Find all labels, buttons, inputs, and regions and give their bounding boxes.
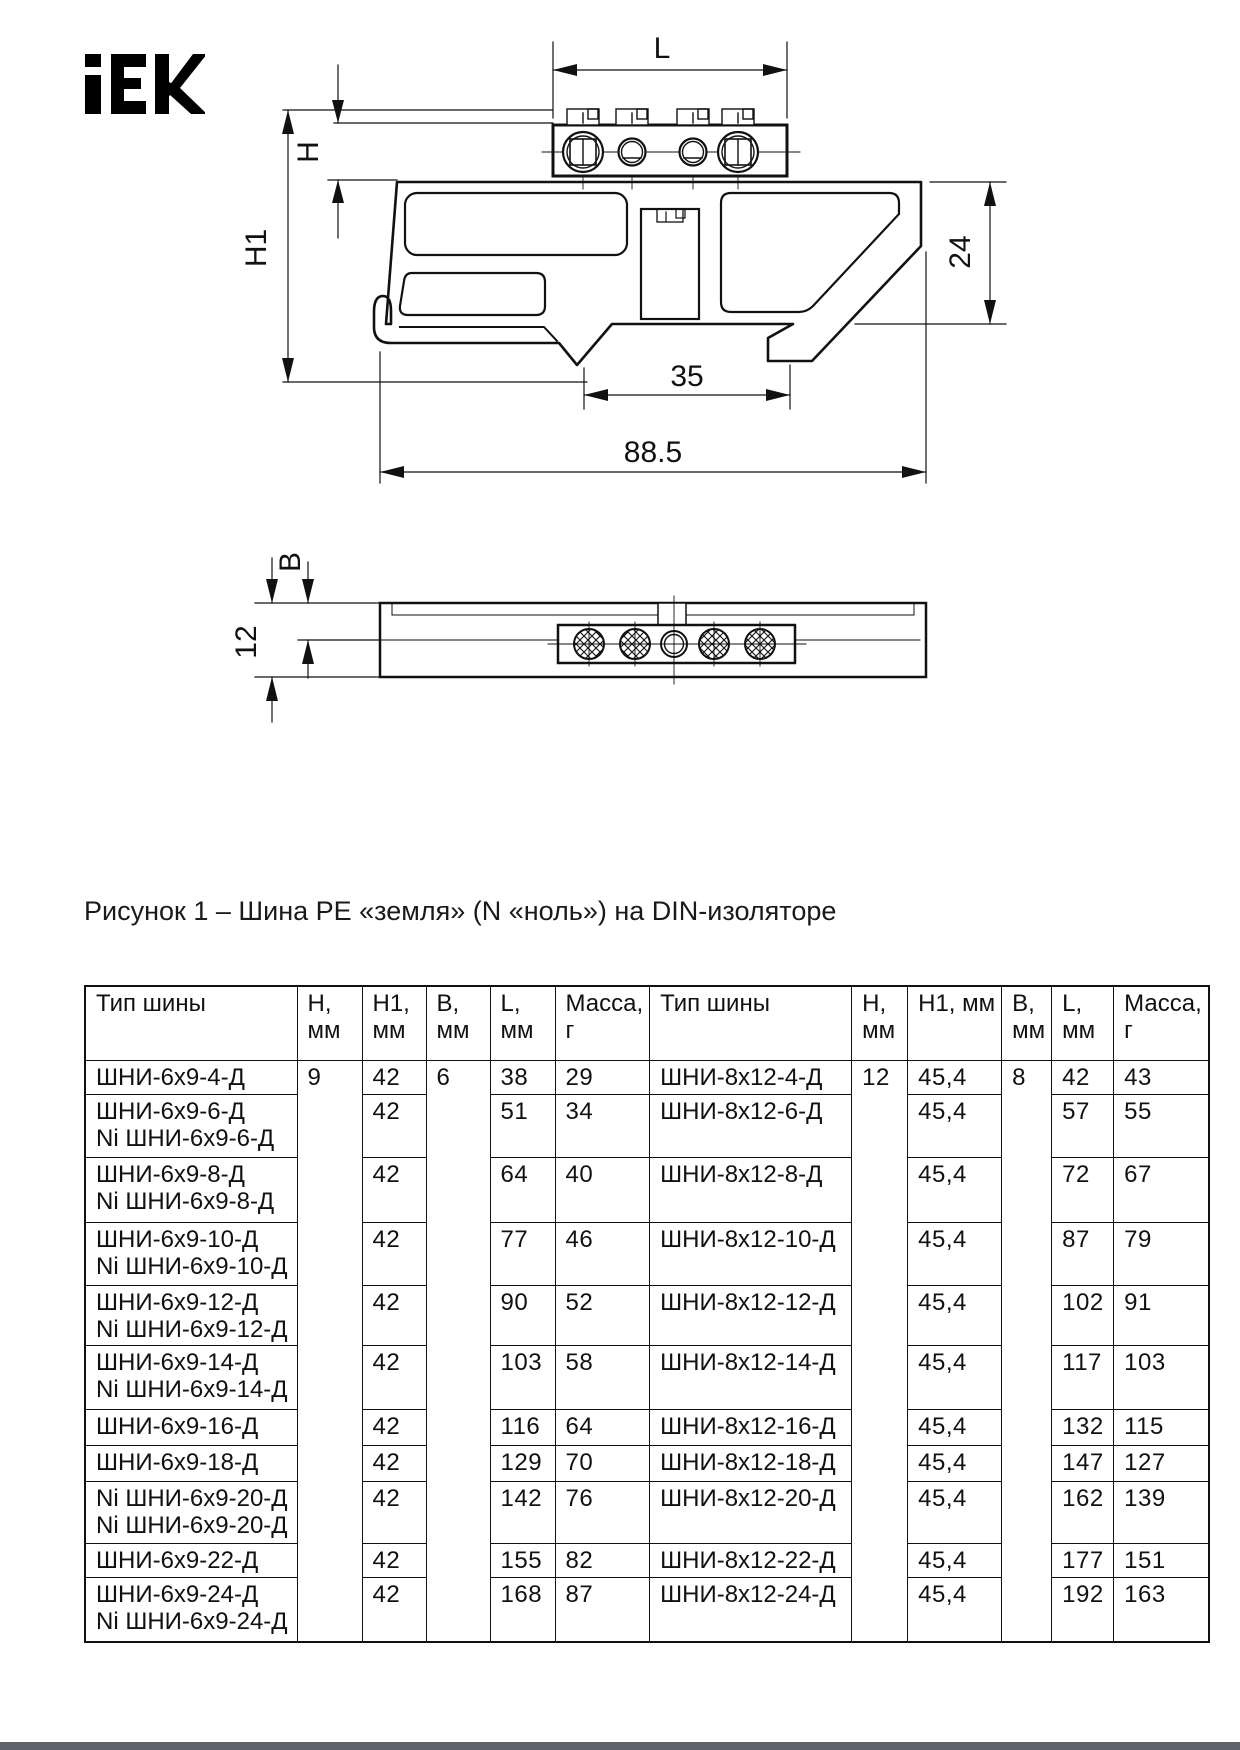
dim-label-B: B <box>274 551 307 573</box>
cell-mass: 64 <box>555 1410 650 1446</box>
screw-large-2 <box>718 132 758 172</box>
cell-l: 57 <box>1052 1095 1114 1158</box>
cell-mass: 29 <box>555 1061 650 1095</box>
dim-label-H: H <box>292 141 325 163</box>
cell-l: 147 <box>1052 1446 1114 1482</box>
cell-h1: 45,4 <box>908 1061 1002 1095</box>
cell-type: ШНИ-6х9-6-Д Ni ШНИ-6х9-6-Д <box>85 1095 297 1158</box>
cell-h1: 45,4 <box>908 1223 1002 1286</box>
cell-mass: 91 <box>1114 1286 1209 1346</box>
cell-b: 8 <box>1002 1061 1052 1642</box>
cell-h1: 45,4 <box>908 1578 1002 1642</box>
screw-small-1 <box>619 139 646 166</box>
cell-type: ШНИ-8х12-10-Д <box>650 1223 852 1286</box>
cell-l: 102 <box>1052 1286 1114 1346</box>
cell-mass: 163 <box>1114 1578 1209 1642</box>
screw-small-2 <box>680 139 707 166</box>
center-channel <box>641 209 699 319</box>
cell-l: 132 <box>1052 1410 1114 1446</box>
cell-l: 72 <box>1052 1158 1114 1223</box>
cell-h1: 45,4 <box>908 1286 1002 1346</box>
cell-l: 42 <box>1052 1061 1114 1095</box>
cell-mass: 82 <box>555 1544 650 1578</box>
cell-type: ШНИ-8х12-8-Д <box>650 1158 852 1223</box>
cell-type: ШНИ-6х9-12-Д Ni ШНИ-6х9-12-Д <box>85 1286 297 1346</box>
cell-mass: 55 <box>1114 1095 1209 1158</box>
cell-type: ШНИ-8х12-4-Д <box>650 1061 852 1095</box>
cell-mass: 127 <box>1114 1446 1209 1482</box>
dim-label-L: L <box>653 32 671 65</box>
cell-mass: 58 <box>555 1346 650 1410</box>
cell-type: ШНИ-6х9-24-Д Ni ШНИ-6х9-24-Д <box>85 1578 297 1642</box>
cell-b: 6 <box>426 1061 490 1642</box>
cell-type: ШНИ-6х9-18-Д <box>85 1446 297 1482</box>
cell-l: 177 <box>1052 1544 1114 1578</box>
cell-mass: 40 <box>555 1158 650 1223</box>
cell-l: 116 <box>490 1410 555 1446</box>
cell-h1: 42 <box>362 1286 426 1346</box>
cell-type: ШНИ-6х9-14-Д Ni ШНИ-6х9-14-Д <box>85 1346 297 1410</box>
cutout-lower-left <box>400 273 545 315</box>
dim-label-12: 12 <box>230 625 263 659</box>
cell-h1: 42 <box>362 1223 426 1286</box>
cell-l: 77 <box>490 1223 555 1286</box>
cutout-top-left <box>405 193 627 255</box>
cell-mass: 87 <box>555 1578 650 1642</box>
cell-type: ШНИ-8х12-6-Д <box>650 1095 852 1158</box>
cell-mass: 115 <box>1114 1410 1209 1446</box>
cell-mass: 67 <box>1114 1158 1209 1223</box>
cell-h: 9 <box>297 1061 362 1642</box>
col-header-h-right: H, мм <box>852 986 908 1061</box>
dim-label-H1: H1 <box>240 228 273 268</box>
cell-l: 64 <box>490 1158 555 1223</box>
cell-type: ШНИ-6х9-22-Д <box>85 1544 297 1578</box>
cell-l: 129 <box>490 1446 555 1482</box>
dim-label-88-5: 88.5 <box>623 436 683 469</box>
col-header-l-right: L, мм <box>1052 986 1114 1061</box>
cell-mass: 76 <box>555 1482 650 1544</box>
cell-l: 103 <box>490 1346 555 1410</box>
col-header-mass-right: Масса, г <box>1114 986 1209 1061</box>
cell-h1: 42 <box>362 1578 426 1642</box>
cell-l: 38 <box>490 1061 555 1095</box>
cell-l: 155 <box>490 1544 555 1578</box>
cell-type: ШНИ-6х9-16-Д <box>85 1410 297 1446</box>
table-row <box>85 1061 1209 1095</box>
cell-mass: 34 <box>555 1095 650 1158</box>
cell-h1: 42 <box>362 1446 426 1482</box>
cell-h1: 45,4 <box>908 1544 1002 1578</box>
cell-h1: 42 <box>362 1544 426 1578</box>
cell-h: 12 <box>852 1061 908 1642</box>
cell-h1: 42 <box>362 1410 426 1446</box>
cell-h1: 42 <box>362 1158 426 1223</box>
terminal-tabs <box>567 109 754 125</box>
cell-h1: 42 <box>362 1482 426 1544</box>
spec-table <box>84 985 1210 1643</box>
cell-l: 162 <box>1052 1482 1114 1544</box>
cell-mass: 70 <box>555 1446 650 1482</box>
dim-label-24: 24 <box>944 235 977 269</box>
cell-h1: 45,4 <box>908 1095 1002 1158</box>
screw-large-1 <box>563 132 603 172</box>
cell-h1: 42 <box>362 1095 426 1158</box>
cell-type: ШНИ-8х12-20-Д <box>650 1482 852 1544</box>
dim-label-35: 35 <box>670 360 704 393</box>
cell-type: ШНИ-8х12-22-Д <box>650 1544 852 1578</box>
col-header-b-left: B, мм <box>426 986 490 1061</box>
cell-mass: 43 <box>1114 1061 1209 1095</box>
cell-type: ШНИ-8х12-18-Д <box>650 1446 852 1482</box>
col-header-type-left: Тип шины <box>85 986 297 1061</box>
cell-mass: 46 <box>555 1223 650 1286</box>
cell-h1: 45,4 <box>908 1410 1002 1446</box>
cell-h1: 42 <box>362 1061 426 1095</box>
cell-l: 168 <box>490 1578 555 1642</box>
cell-type: ШНИ-8х12-12-Д <box>650 1286 852 1346</box>
figure-caption: Рисунок 1 – Шина PE «земля» (N «ноль») на DIN-изоляторе <box>84 896 837 926</box>
col-header-h-left: H, мм <box>297 986 362 1061</box>
cell-type: ШНИ-6х9-4-Д <box>85 1061 297 1095</box>
cell-l: 117 <box>1052 1346 1114 1410</box>
col-header-h1-left: H1, мм <box>362 986 426 1061</box>
cell-h1: 45,4 <box>908 1158 1002 1223</box>
cell-mass: 103 <box>1114 1346 1209 1410</box>
cell-l: 90 <box>490 1286 555 1346</box>
cell-mass: 52 <box>555 1286 650 1346</box>
cell-type: ШНИ-8х12-24-Д <box>650 1578 852 1642</box>
cell-mass: 79 <box>1114 1223 1209 1286</box>
cell-h1: 45,4 <box>908 1346 1002 1410</box>
col-header-type-right: Тип шины <box>650 986 852 1061</box>
bar-center-notch <box>658 603 686 626</box>
cell-l: 142 <box>490 1482 555 1544</box>
cell-type: ШНИ-6х9-10-Д Ni ШНИ-6х9-10-Д <box>85 1223 297 1286</box>
cell-type: Ni ШНИ-6х9-20-Д Ni ШНИ-6х9-20-Д <box>85 1482 297 1544</box>
cell-l: 51 <box>490 1095 555 1158</box>
col-header-h1-right: H1, мм <box>908 986 1002 1061</box>
cell-mass: 139 <box>1114 1482 1209 1544</box>
col-header-mass-left: Масса, г <box>555 986 650 1061</box>
col-header-b-right: B, мм <box>1002 986 1052 1061</box>
cell-l: 192 <box>1052 1578 1114 1642</box>
cell-l: 87 <box>1052 1223 1114 1286</box>
cell-mass: 151 <box>1114 1544 1209 1578</box>
footer-bar <box>0 1742 1240 1750</box>
cell-type: ШНИ-8х12-14-Д <box>650 1346 852 1410</box>
cell-h1: 42 <box>362 1346 426 1410</box>
cell-type: ШНИ-8х12-16-Д <box>650 1410 852 1446</box>
cell-type: ШНИ-6х9-8-Д Ni ШНИ-6х9-8-Д <box>85 1158 297 1223</box>
cell-h1: 45,4 <box>908 1482 1002 1544</box>
col-header-l-left: L, мм <box>490 986 555 1061</box>
cell-h1: 45,4 <box>908 1446 1002 1482</box>
